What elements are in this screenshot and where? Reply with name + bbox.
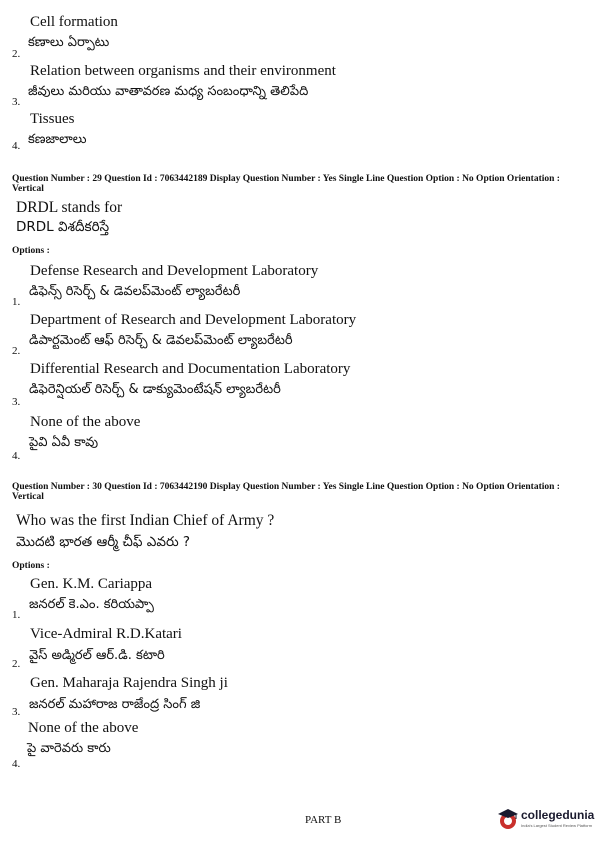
q30-option-1-en: Gen. K.M. Cariappa xyxy=(30,576,153,592)
question-30-text-en: Who was the first Indian Chief of Army ? xyxy=(16,512,275,529)
q30-option-3-en: Gen. Maharaja Rajendra Singh ji xyxy=(30,675,228,691)
q30-option-1-te: జనరల్ కె.ఎం. కరియప్పా xyxy=(29,597,154,612)
q30-option-2-number: 2. xyxy=(12,658,21,670)
prev-option-3-en: Relation between organisms and their environment xyxy=(30,63,336,79)
question-30-meta: Question Number : 30 Question Id : 7063442190 Display Question Number : Yes Single Line Question Option : No Option Orientation : Vertical xyxy=(12,482,560,502)
logo-tagline: India's Largest Student Review Platform xyxy=(521,823,593,828)
question-29-meta: Question Number : 29 Question Id : 7063442189 Display Question Number : Yes Single Line Question Option : No Option Orientation : Vertical xyxy=(12,174,560,194)
q30-option-4-te: పై వారెవరు కారు xyxy=(27,741,111,756)
q29-option-4-number: 4. xyxy=(12,450,21,462)
logo-wordmark: collegedunia xyxy=(521,808,595,822)
prev-option-4-number: 4. xyxy=(12,140,21,152)
prev-option-3-te: జీవులు మరియు వాతావరణ మధ్య సంబంధాన్ని తెలిపేది xyxy=(28,84,309,99)
q29-option-2-te: డిపార్టమెంట్ ఆఫ్ రిసెర్చ్ & డెవలప్‌మెంట్ ల్యాబరేటరీ xyxy=(29,333,293,348)
prev-option-2-en: Cell formation xyxy=(30,14,118,30)
prev-option-2-number: 2. xyxy=(12,48,21,60)
q30-option-2-te: వైస్ అడ్మిరల్ ఆర్.డి. కటారి xyxy=(29,648,165,663)
q30-option-1-number: 1. xyxy=(12,609,21,621)
q30-option-2-en: Vice-Admiral R.D.Katari xyxy=(30,626,182,642)
q29-option-1-en: Defense Research and Development Laboratory xyxy=(30,263,319,279)
q29-option-2-number: 2. xyxy=(12,345,21,357)
q29-option-4-te: పైవి ఏవీ కావు xyxy=(29,435,99,450)
q30-option-4-number: 4. xyxy=(12,758,21,770)
q29-option-3-te: డిఫెరెన్షియల్ రిసెర్చ్ & డాక్యుమెంటేషన్ ల్యాబరేటరీ xyxy=(29,382,281,397)
question-30-text-te: మొదటి భారత ఆర్మీ చీఫ్ ఎవరు ? xyxy=(16,534,191,550)
q29-option-1-te: డిఫెన్స్ రిసెర్చ్ & డెవలప్‌మెంట్ ల్యాబరేటరీ xyxy=(29,284,241,299)
footer-part-label: PART B xyxy=(305,814,342,826)
q30-option-3-number: 3. xyxy=(12,706,21,718)
collegedunia-logo xyxy=(497,807,595,833)
q30-option-4-en: None of the above xyxy=(28,720,139,736)
q29-option-4-en: None of the above xyxy=(30,414,141,430)
question-30-options-label: Options : xyxy=(12,561,50,571)
q29-option-3-number: 3. xyxy=(12,396,21,408)
question-29-text-en: DRDL stands for xyxy=(16,199,123,216)
prev-option-2-te: కణాలు ఏర్పాటు xyxy=(28,35,110,50)
q29-option-3-en: Differential Research and Documentation Laboratory xyxy=(30,361,351,377)
prev-option-3-number: 3. xyxy=(12,96,21,108)
q30-option-3-te: జనరల్ మహారాజ రాజేంద్ర సింగ్ జి xyxy=(29,697,201,712)
question-29-options-label: Options : xyxy=(12,246,50,256)
prev-option-4-en: Tissues xyxy=(30,111,75,127)
prev-option-4-te: కణజాలాలు xyxy=(28,132,87,147)
graduation-cap-icon xyxy=(497,807,519,831)
q29-option-1-number: 1. xyxy=(12,296,21,308)
q29-option-2-en: Department of Research and Development Laboratory xyxy=(30,312,357,328)
question-29-text-te: DRDL విశదీకరిస్తే xyxy=(16,219,110,235)
